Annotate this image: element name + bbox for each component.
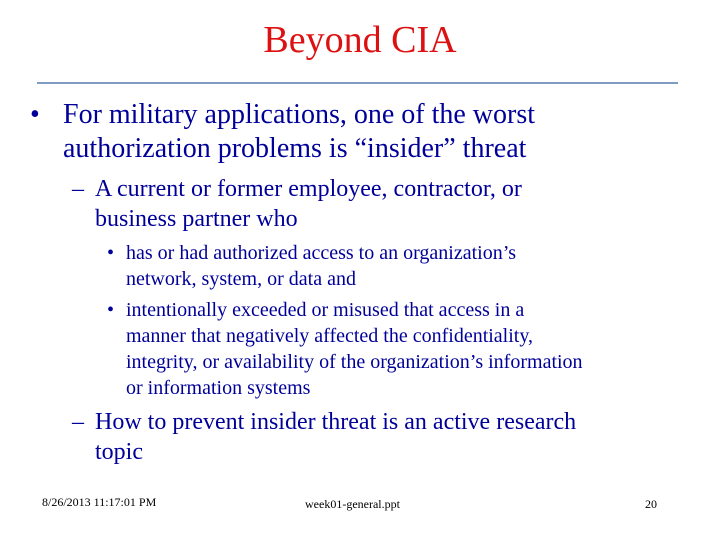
bullet-text-line: manner that negatively affected the confidentiality, — [126, 325, 534, 347]
bullet-marker: • — [30, 99, 40, 130]
bullet-text-line: or information systems — [126, 377, 311, 399]
bullet-level3-misuse — [107, 297, 583, 401]
bullet-text-line: intentionally exceeded or misused that access in a — [126, 299, 525, 321]
bullet-level3-access — [107, 240, 516, 292]
footer-date: 8/26/2013 11:17:01 PM — [42, 495, 157, 509]
bullet-level2-research — [72, 407, 576, 467]
dash-marker: – — [72, 176, 84, 202]
bullet-marker: • — [107, 242, 115, 264]
bullet-text-line: How to prevent insider threat is an active research — [95, 409, 577, 435]
bullet-text-line: integrity, or availability of the organization’s information — [126, 351, 583, 373]
bullet-text-line: business partner who — [95, 206, 298, 232]
bullet-text-line: authorization problems is “insider” threat — [63, 133, 527, 164]
bullet-text-line: network, system, or data and — [126, 268, 356, 290]
title-divider — [37, 82, 678, 84]
dash-marker: – — [72, 409, 84, 435]
bullet-level1-military — [30, 98, 535, 166]
bullet-text-line: A current or former employee, contractor, or — [95, 176, 522, 202]
slide-title: Beyond CIA — [263, 19, 457, 61]
footer-page-number: 20 — [645, 497, 657, 511]
bullet-level2-definition — [72, 174, 522, 234]
bullet-marker: • — [107, 299, 115, 321]
bullet-text-line: topic — [95, 439, 143, 465]
bullet-text-line: has or had authorized access to an organization’s — [126, 242, 517, 264]
footer-filename: week01-general.ppt — [305, 497, 400, 511]
bullet-text-line: For military applications, one of the worst — [63, 99, 536, 130]
